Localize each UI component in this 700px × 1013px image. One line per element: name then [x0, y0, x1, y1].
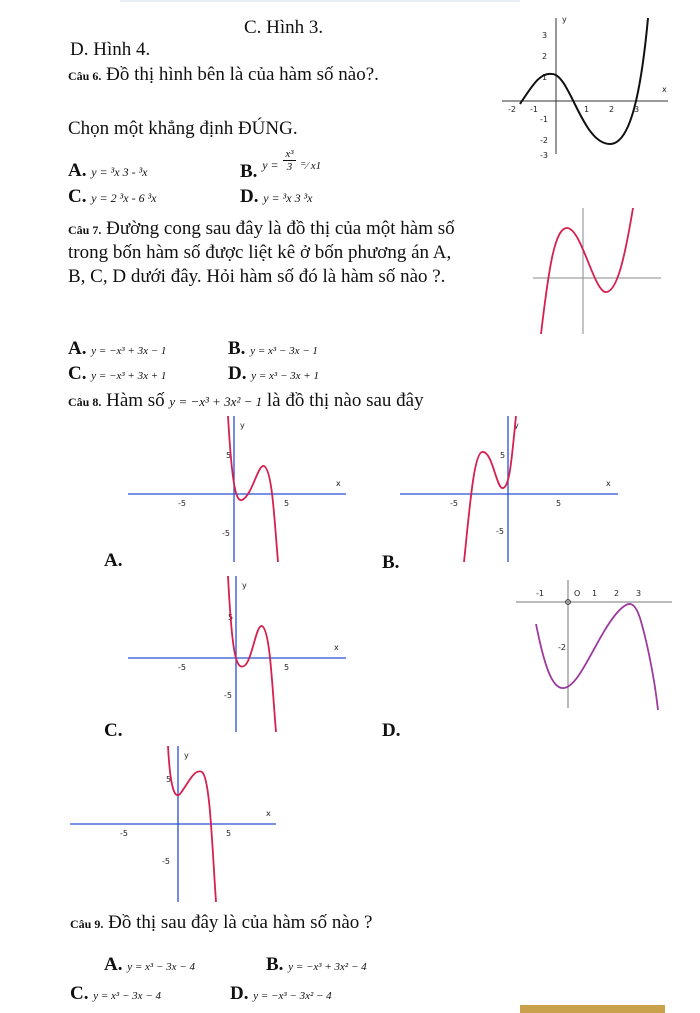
q5-option-d: D. Hình 4.: [70, 39, 151, 60]
q8b-y-label: y: [514, 421, 519, 430]
q9-xtick: -5: [120, 829, 128, 838]
q8d-xtick: -1: [536, 589, 544, 598]
q8-number: Câu 8.: [68, 395, 102, 409]
q6-ytick: -2: [540, 136, 548, 145]
q7-option-d: [228, 363, 319, 385]
q9-y-label: y: [184, 751, 189, 760]
q6-option-d: [240, 186, 313, 208]
q8-graph-a: [128, 414, 348, 564]
q8-question: [68, 390, 424, 412]
footer-bar: [520, 1005, 665, 1013]
q8b-ytick: 5: [500, 451, 506, 460]
q7-d-label: D.: [228, 363, 247, 384]
q9-option-b: [266, 954, 367, 976]
q8a-y-label: y: [240, 421, 245, 430]
q9-option-a: [104, 954, 195, 976]
q8-graph-d: [516, 578, 676, 710]
q8a-xtick: 5: [284, 499, 290, 508]
q8a-ytick: -5: [222, 529, 230, 538]
q8-label-c: C.: [104, 720, 123, 741]
q7-b-formula: y = x³ − 3x − 1: [250, 345, 318, 357]
q8c-y-label: y: [242, 581, 247, 590]
q6-xtick: 1: [584, 105, 590, 114]
q9-b-formula: y = −x³ + 3x² − 4: [288, 961, 367, 973]
q6-y-label: y: [562, 15, 567, 24]
q6-curve: [520, 18, 648, 144]
q8c-ytick: 5: [228, 613, 234, 622]
q6-xtick: 3: [634, 105, 640, 114]
q9-graph: [70, 744, 280, 904]
q6-x-label: x: [662, 85, 667, 94]
q8c-xtick: 5: [284, 663, 290, 672]
q8b-xtick: -5: [450, 499, 458, 508]
q8d-xtick: 1: [592, 589, 598, 598]
q6-ytick: 1: [542, 73, 548, 82]
q7-c-formula: y = −x³ + 3x + 1: [91, 370, 167, 382]
q6-ytick: -3: [540, 151, 548, 160]
q8d-curve: [536, 604, 658, 710]
q8-label-d: D.: [382, 720, 401, 741]
q6-xtick: -1: [530, 105, 538, 114]
q7-a-formula: y = −x³ + 3x − 1: [91, 345, 167, 357]
q9-text: Đồ thị sau đây là của hàm số nào ?: [108, 912, 373, 933]
q9-x-label: x: [266, 809, 271, 818]
q8-text-pre: Hàm số: [106, 390, 165, 411]
q6-instruction: Chọn một khẳng định ĐÚNG.: [68, 118, 298, 139]
q8-function: y = −x³ + 3x² − 1: [169, 394, 263, 409]
q6-xtick: -2: [508, 105, 516, 114]
q6-ytick: 3: [542, 31, 548, 40]
q7-number: Câu 7.: [68, 223, 102, 237]
q8c-ytick: -5: [224, 691, 232, 700]
q6-b-label: B.: [240, 160, 258, 182]
q9-a-label: A.: [104, 954, 123, 975]
q9-question: [70, 912, 372, 934]
q6-b-numerator: x³: [285, 148, 294, 160]
q6-a-formula: y = ³x 3 - ³x: [91, 165, 148, 179]
q6-option-c: [68, 186, 157, 208]
q9-a-formula: y = x³ − 3x − 4: [127, 961, 195, 973]
q6-option-a: [68, 160, 148, 182]
q6-c-formula: y = 2 ³x - 6 ³x: [91, 191, 157, 205]
q7-line3: B, C, D dưới đây. Hỏi hàm số đó là hàm số nào ?.: [68, 266, 446, 287]
q8a-x-label: x: [336, 479, 341, 488]
q8b-x-label: x: [606, 479, 611, 488]
q6-ytick: -1: [540, 115, 548, 124]
q8-label-a: A.: [104, 550, 123, 571]
q5-option-c: C. Hình 3.: [244, 17, 324, 38]
q9-d-formula: y = −x³ − 3x² − 4: [253, 990, 332, 1002]
q8a-ytick: 5: [226, 451, 232, 460]
q6-number: Câu 6.: [68, 69, 102, 83]
q6-ytick: 2: [542, 52, 548, 61]
q8c-x-label: x: [334, 643, 339, 652]
q6-b-denominator: 3: [286, 161, 293, 173]
q9-xtick: 5: [226, 829, 232, 838]
q8d-ytick: -2: [558, 643, 566, 652]
q7-d-formula: y = x³ − 3x + 1: [251, 370, 319, 382]
q7-curve: [541, 208, 633, 334]
q6-a-label: A.: [68, 160, 87, 181]
q6-xtick: 2: [609, 105, 615, 114]
q8c-xtick: -5: [178, 663, 186, 672]
q8a-xtick: -5: [178, 499, 186, 508]
q8d-xtick: 3: [636, 589, 642, 598]
q9-ytick: -5: [162, 857, 170, 866]
q6-d-formula: y = ³x 3 ³x: [263, 191, 313, 205]
q6-b-pre: y =: [262, 157, 279, 172]
q8-graph-b: [400, 414, 620, 564]
q7-c-label: C.: [68, 363, 87, 384]
q9-c-formula: y = x³ − 3x − 4: [93, 990, 161, 1002]
q8-graph-c: [128, 574, 348, 734]
top-rule: [120, 0, 520, 2]
q6-graph: [500, 14, 672, 160]
q9-option-c: [70, 983, 161, 1005]
q8-label-b: B.: [382, 552, 400, 573]
q7-graph: [533, 206, 663, 336]
q6-text: Đồ thị hình bên là của hàm số nào?.: [106, 64, 379, 85]
q6-question: [68, 64, 379, 86]
q8d-origin-label: O: [574, 589, 581, 598]
q9-number: Câu 9.: [70, 917, 104, 931]
q9-d-label: D.: [230, 983, 249, 1004]
q8d-xtick: 2: [614, 589, 620, 598]
q9-ytick: 5: [166, 775, 172, 784]
q8c-curve: [228, 576, 276, 732]
q7-line1: [68, 218, 455, 240]
q9-b-label: B.: [266, 954, 284, 975]
q6-b-post: ⁼⁄ x1: [300, 159, 322, 172]
q7-text-line1: Đường cong sau đây là đồ thị của một hàm số: [106, 218, 455, 239]
q6-option-b: [240, 148, 322, 182]
q7-option-a: [68, 338, 166, 360]
q7-option-b: [228, 338, 318, 360]
q7-line2: trong bốn hàm số được liệt kê ở bốn phương án A,: [68, 242, 452, 263]
q9-option-d: [230, 983, 332, 1005]
q7-a-label: A.: [68, 338, 87, 359]
q6-c-label: C.: [68, 186, 87, 207]
q7-option-c: [68, 363, 166, 385]
q8b-xtick: 5: [556, 499, 562, 508]
q9-c-label: C.: [70, 983, 89, 1004]
q8-text-post: là đồ thị nào sau đây: [266, 390, 424, 411]
q7-b-label: B.: [228, 338, 246, 359]
q8b-ytick: -5: [496, 527, 504, 536]
q6-d-label: D.: [240, 186, 259, 207]
q8a-curve: [228, 416, 278, 562]
